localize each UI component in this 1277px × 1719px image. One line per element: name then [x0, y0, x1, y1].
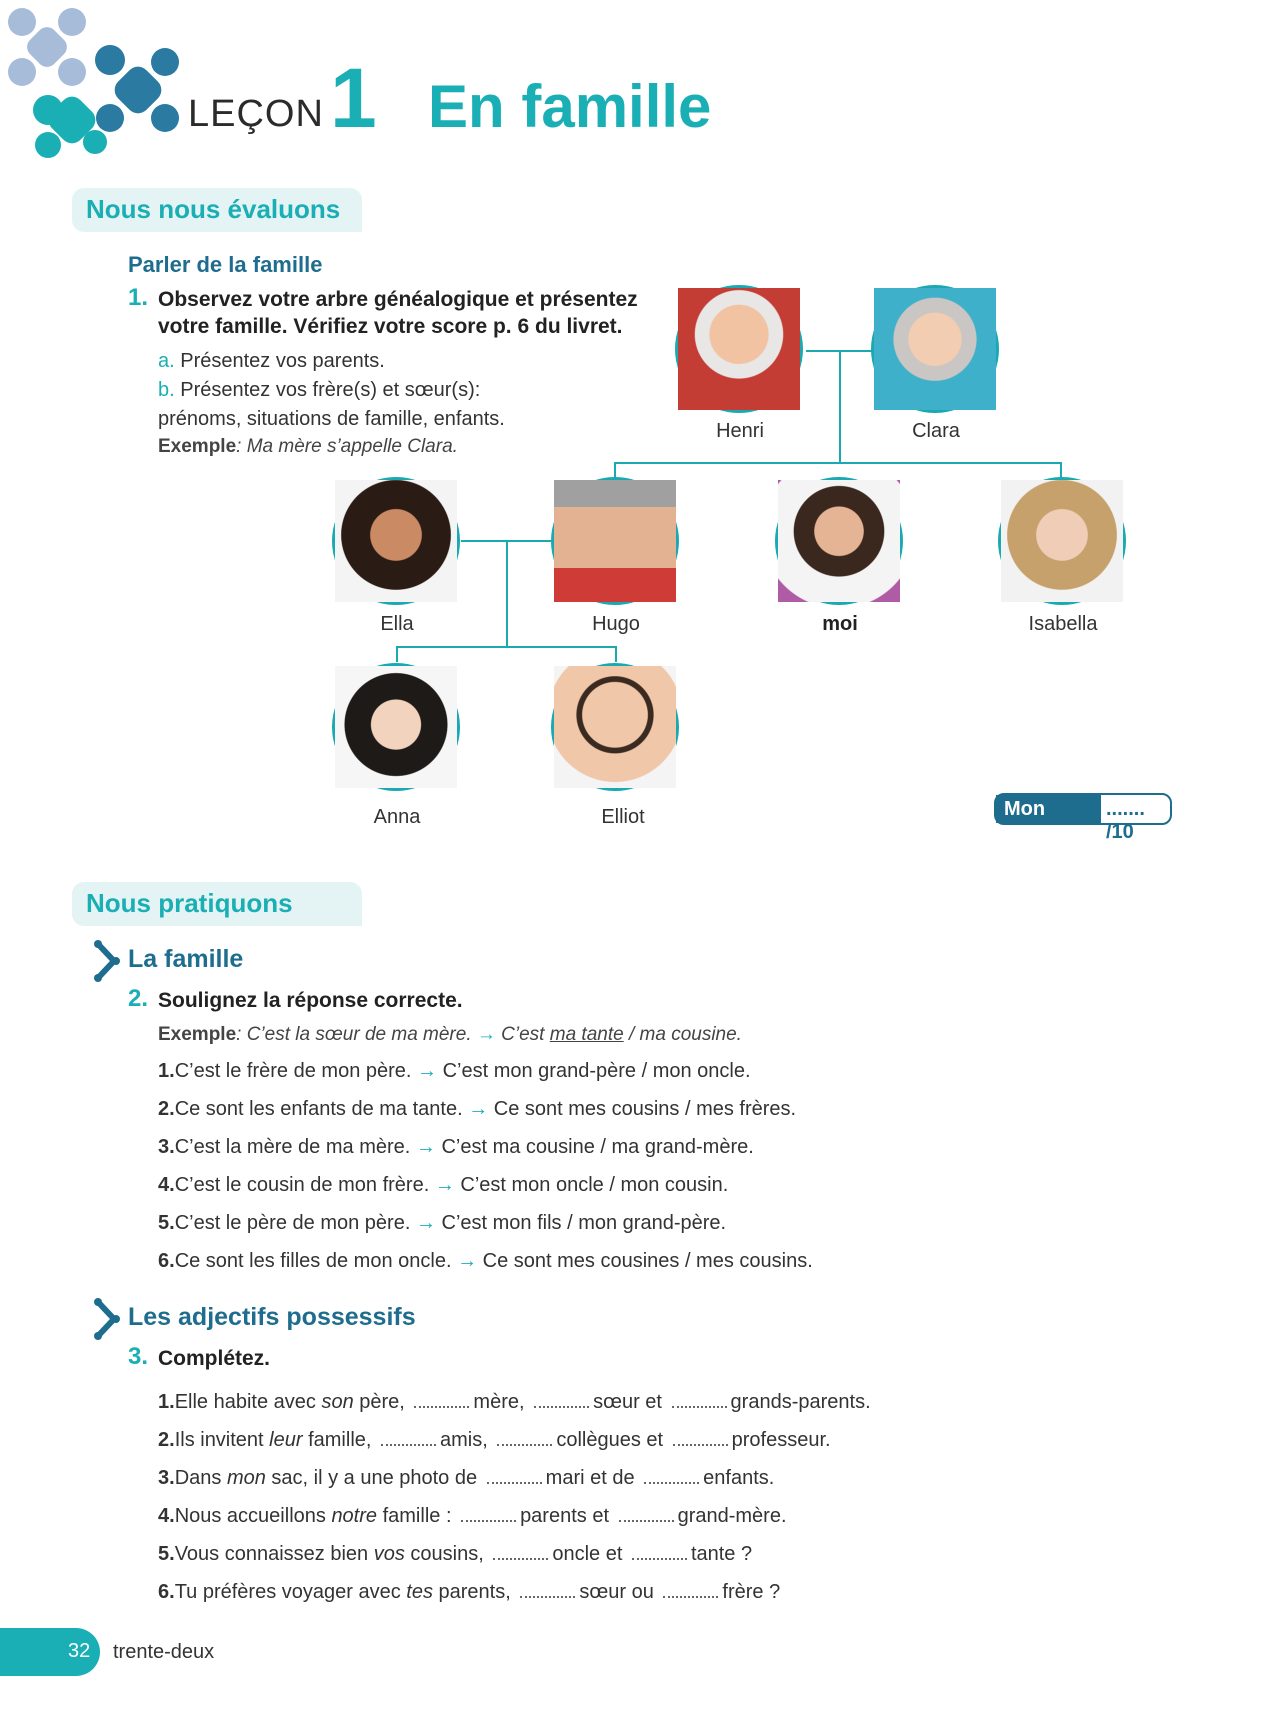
- exercise-1-instruction-line1: Observez votre arbre généalogique et présentez: [158, 288, 638, 311]
- item-answer: C’est mon oncle / mon cousin.: [460, 1174, 729, 1196]
- exercise-2-item: [158, 1174, 728, 1197]
- name-henri: Henri: [716, 420, 764, 442]
- item-question: C’est le frère de mon père.: [174, 1060, 412, 1082]
- tree-line-elliot-drop: [615, 646, 617, 662]
- item-possessive: son: [321, 1391, 354, 1413]
- item-text: parents et: [520, 1505, 615, 1527]
- item-text: famille :: [377, 1505, 458, 1527]
- item-text: mari et de: [545, 1467, 641, 1489]
- exercise-2-item: [158, 1136, 754, 1159]
- tree-line-hugo-drop: [614, 462, 616, 478]
- topic-la-famille: La famille: [128, 945, 244, 973]
- exercise-1-number: 1.: [128, 284, 149, 311]
- photo-anna: [332, 663, 460, 791]
- example-question: : C’est la sœur de ma mère.: [236, 1024, 472, 1045]
- blank-field[interactable]: [632, 1542, 687, 1560]
- item-text: Elle habite avec: [174, 1391, 322, 1413]
- exercise-3-item: [158, 1580, 780, 1604]
- item-number: 2.: [158, 1098, 175, 1120]
- tree-line-anna-drop: [396, 646, 398, 662]
- item-question: C’est la mère de ma mère.: [174, 1136, 411, 1158]
- item-text: mère,: [473, 1391, 531, 1413]
- item-answer: C’est mon grand-père / mon oncle.: [442, 1060, 751, 1082]
- lecon-logo: [0, 0, 190, 160]
- item-number: 3.: [158, 1467, 175, 1489]
- photo-clara: [871, 285, 999, 413]
- item-text: sœur ou: [579, 1581, 660, 1603]
- item-text: grand-mère.: [677, 1505, 787, 1527]
- exercise-2-instruction: Soulignez la réponse correcte.: [158, 989, 463, 1012]
- item-text: parents,: [432, 1581, 517, 1603]
- exercise-3-item: [158, 1390, 871, 1414]
- exercise-2-example: [158, 1024, 742, 1046]
- name-hugo: Hugo: [592, 613, 640, 635]
- blank-field[interactable]: [487, 1466, 542, 1484]
- tree-line-parents-stem: [506, 540, 508, 648]
- item-question: Ce sont les filles de mon oncle.: [174, 1250, 452, 1272]
- item-number: 5.: [158, 1212, 175, 1234]
- exercise-3-item: [158, 1504, 787, 1528]
- blank-field[interactable]: [619, 1504, 674, 1522]
- page-number-words: trente-deux: [113, 1641, 215, 1663]
- example-answer-start: C’est: [501, 1024, 550, 1045]
- photo-hugo: [551, 477, 679, 605]
- item-number: 1.: [158, 1060, 175, 1082]
- item-text: grands-parents.: [730, 1391, 871, 1413]
- chevron-icon: [92, 940, 122, 982]
- blank-field[interactable]: [497, 1428, 552, 1446]
- name-anna: Anna: [373, 806, 421, 828]
- item-text: père,: [353, 1391, 411, 1413]
- arrow-icon: →: [434, 1174, 455, 1196]
- item-question: C’est le père de mon père.: [174, 1212, 411, 1234]
- item-text: Présentez vos parents.: [180, 350, 385, 372]
- exercise-3-instruction: Complétez.: [158, 1347, 271, 1370]
- exercise-1-item-b: [158, 376, 480, 405]
- exercise-2-item: [158, 1250, 813, 1273]
- item-answer: C’est mon fils / mon grand-père.: [441, 1212, 727, 1234]
- item-text: Tu préfères voyager avec: [174, 1581, 407, 1603]
- item-letter: a.: [158, 350, 175, 372]
- arrow-icon: →: [415, 1136, 436, 1158]
- item-text: sac, il y a une photo de: [265, 1467, 483, 1489]
- item-number: 6.: [158, 1250, 175, 1272]
- exercise-2-item: [158, 1098, 796, 1121]
- item-text: collègues et: [556, 1429, 669, 1451]
- example-label: Exemple: [158, 436, 237, 457]
- blank-field[interactable]: [673, 1428, 728, 1446]
- subheading-parler-famille: Parler de la famille: [128, 252, 323, 277]
- name-ella: Ella: [380, 613, 414, 635]
- exercise-1-item-b-continued: prénoms, situations de famille, enfants.: [158, 408, 505, 430]
- photo-henri: [675, 285, 803, 413]
- blank-field[interactable]: [381, 1428, 436, 1446]
- item-number: 3.: [158, 1136, 175, 1158]
- exercise-3-item: [158, 1466, 774, 1490]
- blank-field[interactable]: [414, 1390, 469, 1408]
- tree-line-grandchildren-bar: [396, 646, 617, 648]
- item-text: oncle et: [552, 1543, 628, 1565]
- item-question: C’est le cousin de mon frère.: [174, 1174, 430, 1196]
- photo-moi: [775, 477, 903, 605]
- section-tab-evaluons: Nous nous évaluons: [72, 188, 362, 232]
- blank-field[interactable]: [663, 1580, 718, 1598]
- blank-field[interactable]: [644, 1466, 699, 1484]
- item-text: tante ?: [690, 1543, 753, 1565]
- photo-elliot: [551, 663, 679, 791]
- arrow-icon: →: [417, 1060, 438, 1082]
- item-number: 4.: [158, 1505, 175, 1527]
- item-text: Nous accueillons: [174, 1505, 332, 1527]
- item-possessive: vos: [373, 1543, 405, 1565]
- item-text: Dans: [174, 1467, 227, 1489]
- arrow-icon: →: [476, 1024, 496, 1045]
- exercise-1-item-a: [158, 347, 385, 376]
- item-text: enfants.: [703, 1467, 775, 1489]
- lecon-title: En famille: [428, 73, 712, 140]
- item-answer: Ce sont mes cousines / mes cousins.: [482, 1250, 813, 1272]
- page-number: 32: [68, 1640, 91, 1662]
- item-number: 6.: [158, 1581, 175, 1603]
- item-text: sœur et: [593, 1391, 668, 1413]
- item-possessive: notre: [331, 1505, 378, 1527]
- tree-line-grandparents-stem: [839, 350, 841, 464]
- item-text: frère ?: [722, 1581, 781, 1603]
- photo-isabella: [998, 477, 1126, 605]
- arrow-icon: →: [457, 1250, 478, 1272]
- exercise-3-item: [158, 1542, 752, 1566]
- exercise-3-item: [158, 1428, 831, 1452]
- exercise-3-number: 3.: [128, 1343, 149, 1370]
- item-possessive: leur: [269, 1429, 303, 1451]
- score-value: ....... /10: [1106, 798, 1145, 843]
- item-possessive: mon: [226, 1467, 266, 1489]
- item-text: professeur.: [731, 1429, 831, 1451]
- item-number: 1.: [158, 1391, 175, 1413]
- item-answer: C’est ma cousine / ma grand-mère.: [441, 1136, 754, 1158]
- name-clara: Clara: [912, 420, 960, 442]
- lecon-number: 1: [330, 51, 377, 145]
- blank-field[interactable]: [672, 1390, 727, 1408]
- name-moi: moi: [822, 613, 858, 635]
- example-answer-end: / ma cousine.: [623, 1024, 742, 1045]
- score-label: Mon score: [996, 795, 1101, 823]
- chevron-icon: [92, 1298, 122, 1340]
- example-text: : Ma mère s’appelle Clara.: [236, 436, 458, 457]
- lecon-word: LEÇON: [188, 93, 324, 135]
- exercise-1-instruction-line2: votre famille. Vérifiez votre score p. 6 du livret.: [158, 315, 623, 338]
- exercise-2-number: 2.: [128, 985, 149, 1012]
- example-answer-underlined: ma tante: [549, 1024, 624, 1045]
- photo-ella: [332, 477, 460, 605]
- score-box: [994, 793, 1172, 843]
- item-answer: Ce sont mes cousins / mes frères.: [493, 1098, 797, 1120]
- exercise-2-item: [158, 1060, 751, 1083]
- name-elliot: Elliot: [601, 806, 645, 828]
- example-label: Exemple: [158, 1024, 237, 1045]
- arrow-icon: →: [468, 1098, 489, 1120]
- item-number: 2.: [158, 1429, 175, 1451]
- blank-field[interactable]: [534, 1390, 589, 1408]
- item-letter: b.: [158, 379, 175, 401]
- item-text: Vous connaissez bien: [174, 1543, 374, 1565]
- blank-field[interactable]: [520, 1580, 575, 1598]
- section-tab-pratiquons: Nous pratiquons: [72, 882, 362, 926]
- item-possessive: tes: [406, 1581, 433, 1603]
- exercise-2-item: [158, 1212, 726, 1235]
- item-question: Ce sont les enfants de ma tante.: [174, 1098, 463, 1120]
- arrow-icon: →: [415, 1212, 436, 1234]
- item-text: amis,: [440, 1429, 494, 1451]
- blank-field[interactable]: [461, 1504, 516, 1522]
- item-text: Ils invitent: [174, 1429, 270, 1451]
- tree-line-children-bar: [614, 462, 1061, 464]
- item-text: Présentez vos frère(s) et sœur(s):: [180, 379, 481, 401]
- item-text: cousins,: [404, 1543, 490, 1565]
- topic-adjectifs-possessifs: Les adjectifs possessifs: [128, 1303, 416, 1331]
- name-isabella: Isabella: [1028, 613, 1098, 635]
- item-text: famille,: [302, 1429, 377, 1451]
- item-number: 5.: [158, 1543, 175, 1565]
- item-number: 4.: [158, 1174, 175, 1196]
- tree-line-isabella-drop: [1060, 462, 1062, 478]
- exercise-1-example: [158, 436, 458, 458]
- blank-field[interactable]: [493, 1542, 548, 1560]
